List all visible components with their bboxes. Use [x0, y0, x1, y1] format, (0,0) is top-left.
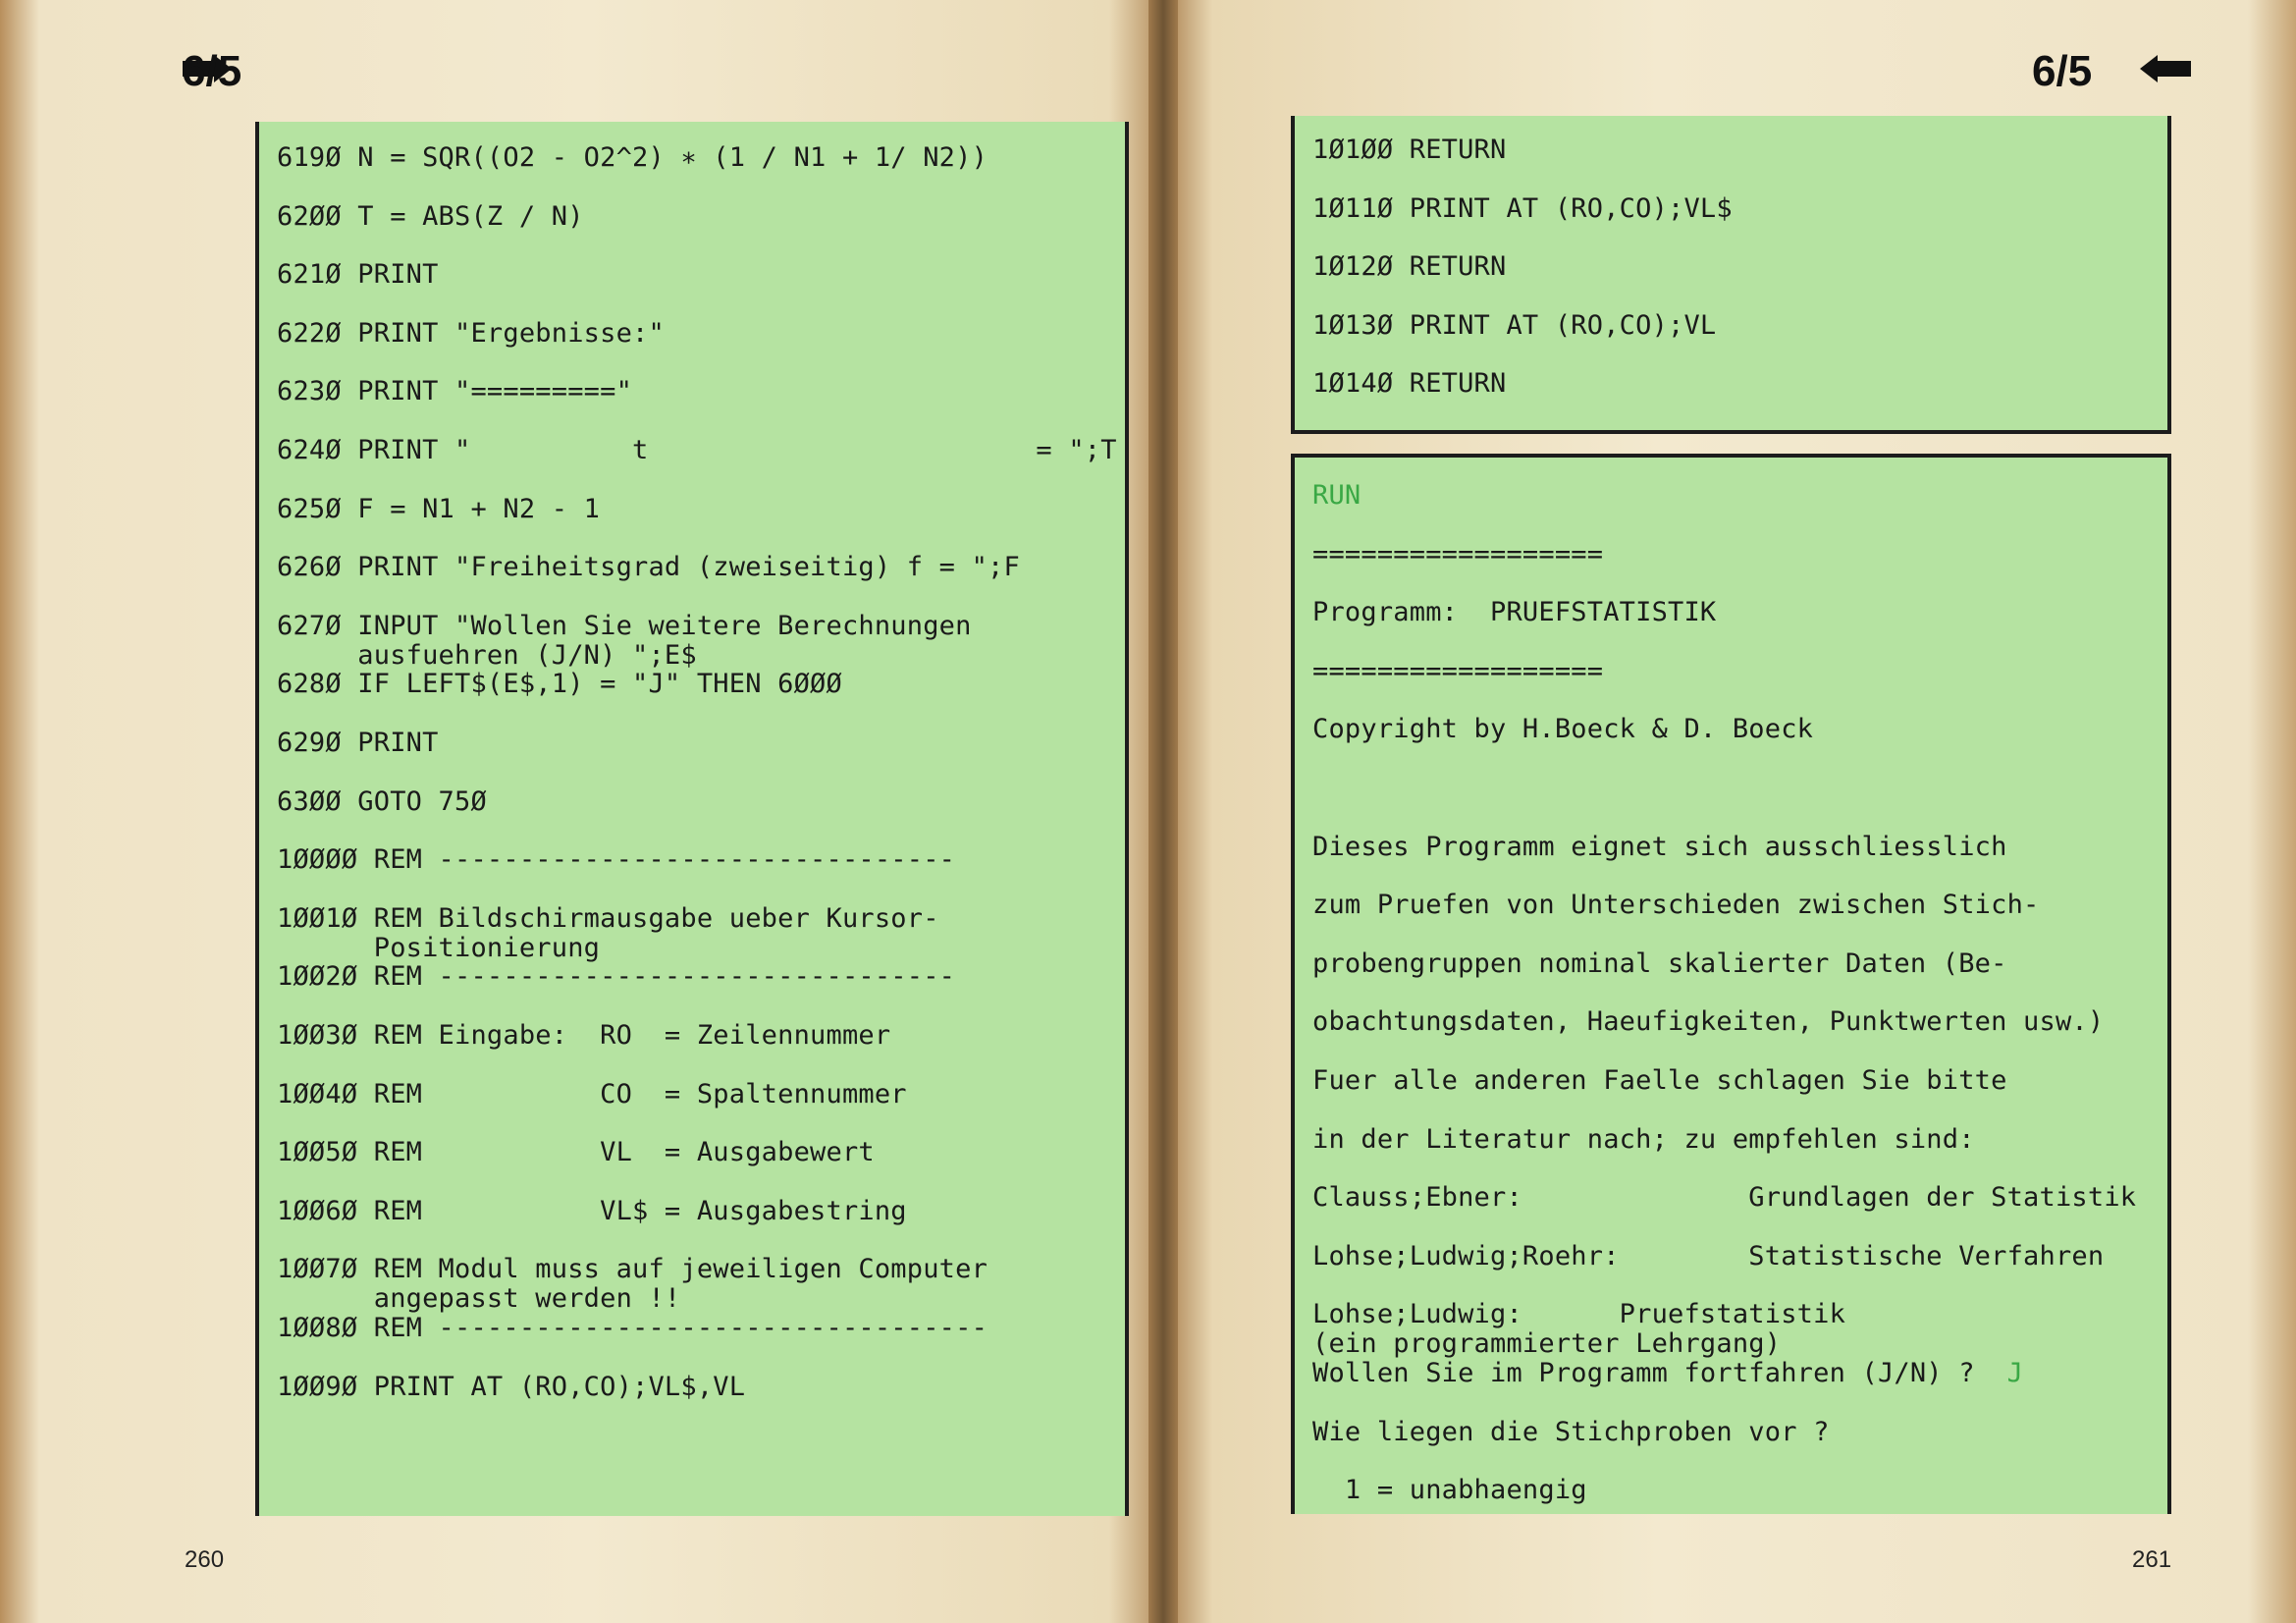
run-output-line	[1312, 891, 2040, 920]
run-output-line	[1312, 1300, 1845, 1359]
left-code-line-text: 1ØØ7Ø REM Modul muss auf jeweiligen Computer angepasst werden !!	[277, 1254, 988, 1315]
left-code-line	[277, 904, 939, 963]
left-code-line-text: 1ØØ6Ø REM VL$ = Ausgabestring	[277, 1195, 907, 1226]
run-output-line	[1312, 598, 1716, 627]
run-output-line	[1312, 481, 1361, 511]
run-output-line-text: ==================	[1312, 655, 1604, 686]
run-output-line	[1312, 1476, 1587, 1505]
run-output-line	[1312, 540, 1603, 569]
run-output-line	[1312, 833, 2007, 862]
run-output-line-text: Clauss;Ebner: Grundlagen der Statistik	[1312, 1182, 2137, 1214]
right-code-line-text: 1Ø12Ø RETURN	[1312, 251, 1507, 283]
run-output-line-text: in der Literatur nach; zu empfehlen sind:	[1312, 1123, 1975, 1155]
left-code-line-text: 62ØØ T = ABS(Z / N)	[277, 200, 584, 232]
run-output-line	[1312, 949, 2007, 979]
right-section-header: 6/5	[2032, 47, 2093, 95]
left-code-line-text: 623Ø PRINT "========="	[277, 376, 633, 407]
right-code-line	[1312, 194, 1733, 224]
run-output-line	[1312, 1125, 1975, 1155]
left-code-line-text: 624Ø PRINT " t = ";T	[277, 435, 1117, 465]
right-code-line	[1312, 311, 1716, 341]
book-spine	[1148, 0, 1178, 1623]
left-code-line-text: 629Ø PRINT	[277, 728, 439, 758]
right-code-line-text: 1Ø13Ø PRINT AT (RO,CO);VL	[1312, 309, 1717, 341]
left-code-line-text: 1ØØ5Ø REM VL = Ausgabewert	[277, 1137, 875, 1168]
run-output-line-text: Wollen Sie im Programm fortfahren (J/N) ?	[1312, 1358, 1975, 1388]
left-code-line	[277, 845, 955, 875]
left-code-line	[277, 1314, 988, 1343]
run-output-line	[1312, 657, 1603, 686]
left-code-line-text: 622Ø PRINT "Ergebnisse:"	[277, 317, 665, 349]
run-output-line	[1312, 1183, 2136, 1213]
run-output-listing	[1291, 454, 2171, 1514]
run-output-line-text: probengruppen nominal skalierter Daten (Be-	[1312, 947, 2007, 979]
run-output-line-text: RUN	[1312, 480, 1362, 511]
left-code-line-text: 1ØØ2Ø REM --------------------------------	[277, 961, 956, 993]
left-code-line-text: 1ØØ9Ø PRINT AT (RO,CO);VL$,VL	[277, 1371, 746, 1402]
left-code-line	[277, 143, 988, 173]
run-output-line-text: Lohse;Ludwig: Pruefstatistik (ein programmierter Lehrgang)	[1312, 1299, 1846, 1360]
left-code-line	[277, 1197, 907, 1226]
run-output-line-text: zum Pruefen von Unterschieden zwischen Stich-	[1312, 890, 2040, 921]
left-code-line	[277, 1080, 907, 1109]
right-code-listing	[1291, 116, 2171, 434]
run-output-line	[1312, 1242, 2104, 1271]
left-code-line-text: 626Ø PRINT "Freiheitsgrad (zweiseitig) f = ";F	[277, 552, 1020, 583]
left-code-line	[277, 495, 600, 524]
run-output-line-text: Copyright by H.Boeck & D. Boeck	[1312, 714, 1814, 745]
run-output-line-text: Fuer alle anderen Faelle schlagen Sie bitte	[1312, 1065, 2007, 1096]
left-code-line-text: 621Ø PRINT	[277, 259, 439, 291]
left-code-line	[277, 787, 487, 817]
right-code-line	[1312, 369, 1506, 399]
left-code-line-text: 1ØØ1Ø REM Bildschirmausgabe ueber Kursor- Positionierung	[277, 902, 939, 963]
left-code-line-text: 1ØØØØ REM --------------------------------	[277, 844, 956, 876]
run-output-answer: J	[1974, 1358, 2024, 1388]
left-code-line	[277, 202, 584, 232]
left-code-line-text: 63ØØ GOTO 75Ø	[277, 785, 487, 817]
run-output-line	[1312, 1066, 2007, 1096]
run-output-line-text: Dieses Programm eignet sich ausschliesslich	[1312, 831, 2007, 862]
run-output-line	[1312, 715, 1813, 744]
left-code-line	[277, 1021, 890, 1051]
left-code-line-text: 1ØØ3Ø REM Eingabe: RO = Zeilennummer	[277, 1020, 891, 1051]
left-code-line	[277, 1255, 988, 1314]
left-code-line	[277, 553, 1020, 582]
left-code-line	[277, 612, 972, 671]
arrow-left-icon	[2156, 61, 2191, 77]
run-output-line	[1312, 1007, 2104, 1037]
left-section-header: 6/5	[182, 47, 242, 95]
run-output-line-text: ==================	[1312, 538, 1604, 569]
right-code-line-text: 1Ø1ØØ RETURN	[1312, 135, 1507, 165]
left-code-line-text: 628Ø IF LEFT$(E$,1) = "J" THEN 6ØØØ	[277, 669, 842, 700]
left-code-line	[277, 260, 439, 290]
left-code-line	[277, 377, 632, 406]
left-code-line	[277, 962, 955, 992]
left-code-line-text: 625Ø F = N1 + N2 - 1	[277, 493, 601, 524]
left-code-line	[277, 670, 842, 699]
right-page-number: 261	[2132, 1546, 2172, 1573]
left-code-line-text: 1ØØ4Ø REM CO = Spaltennummer	[277, 1078, 907, 1109]
left-code-line-text: 627Ø INPUT "Wollen Sie weitere Berechnungen ausfuehren (J/N) ";E$	[277, 610, 972, 671]
left-code-line	[277, 319, 665, 349]
right-code-line-text: 1Ø11Ø PRINT AT (RO,CO);VL$	[1312, 192, 1733, 224]
left-code-line-text: 619Ø N = SQR((O2 - O2^2) ∗ (1 / N1 + 1/ N2))	[277, 142, 988, 173]
right-code-line-text: 1Ø14Ø RETURN	[1312, 368, 1507, 400]
left-code-line-text: 1ØØ8Ø REM ----------------------------------	[277, 1313, 988, 1343]
right-code-line	[1312, 252, 1506, 282]
run-output-line-text: Programm: PRUEFSTATISTIK	[1312, 597, 1717, 628]
run-output-line-text: obachtungsdaten, Haeufigkeiten, Punktwerten usw.)	[1312, 1006, 2105, 1038]
run-output-line-text: Wie liegen die Stichproben vor ?	[1312, 1416, 1830, 1447]
left-code-line	[277, 436, 1117, 465]
right-code-line	[1312, 135, 1506, 165]
left-code-line	[277, 1373, 745, 1402]
run-output-line	[1312, 1359, 2023, 1388]
run-output-line-text: Lohse;Ludwig;Roehr: Statistische Verfahren	[1312, 1240, 2105, 1271]
left-code-line	[277, 729, 439, 758]
left-code-line	[277, 1138, 875, 1167]
run-output-line	[1312, 1418, 1830, 1447]
left-page-number: 260	[185, 1546, 225, 1573]
run-output-line-text: 1 = unabhaengig	[1312, 1475, 1587, 1506]
left-code-listing	[255, 122, 1129, 1516]
